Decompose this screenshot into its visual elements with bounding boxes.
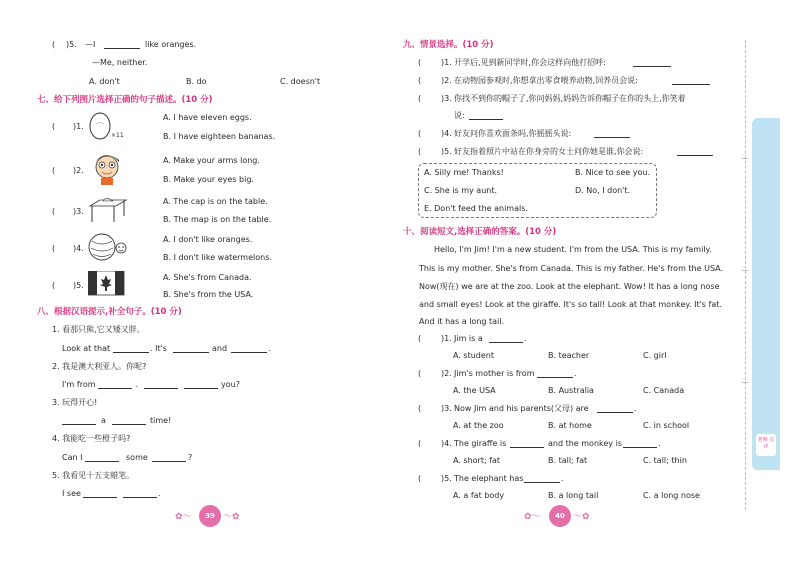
- option-c: C. She is my aunt.: [424, 186, 498, 195]
- option-a: A. Make your arms long.: [163, 156, 260, 165]
- section-7-title: 七、给下列图片选择正确的句子描述。(10 分): [37, 95, 213, 105]
- flourish-left-icon: ✿〜: [524, 512, 541, 522]
- cn-prompt: 4. 我能吃一些橙子吗?: [52, 434, 131, 443]
- en-text: .: [135, 380, 138, 389]
- option-a: A. the USA: [453, 386, 496, 395]
- question-reply: —Me, neither.: [92, 58, 148, 67]
- option-a: A. I don't like oranges.: [163, 235, 253, 244]
- question-number: )3.: [73, 207, 84, 216]
- binding-tick: [742, 158, 748, 159]
- question-text: 好友指着照片中站在你身旁的女士问你她是谁,你会说:: [454, 147, 644, 156]
- question-number: )2.: [441, 369, 452, 378]
- en-text: . It's: [150, 344, 167, 353]
- picture-label: ×11: [111, 132, 124, 139]
- paren: (: [418, 94, 422, 103]
- paren: (: [418, 404, 422, 413]
- option-b: B. She's from the USA.: [163, 290, 254, 299]
- paren: (: [418, 147, 422, 156]
- answer-blank[interactable]: [144, 380, 178, 389]
- option-b: B. a long tail: [548, 491, 599, 500]
- paren: (: [52, 122, 56, 131]
- passage-line: and small eyes! Look at the giraffe. It's so tall! Look at that monkey. It's fat.: [419, 300, 722, 309]
- answer-blank[interactable]: [173, 344, 209, 353]
- question-number: )3.: [441, 94, 452, 103]
- table-picture: [86, 194, 130, 224]
- answer-blank[interactable]: [510, 439, 544, 448]
- en-text: time!: [150, 416, 172, 425]
- option-b: B. teacher: [548, 351, 590, 360]
- question-text: .: [634, 404, 637, 413]
- question-text: 你找不到你的帽子了,你问妈妈,妈妈告诉你帽子在你的头上,你笑着: [454, 94, 686, 103]
- teacher-comment-label: 老师 点评: [756, 434, 776, 456]
- answer-blank[interactable]: [623, 439, 657, 448]
- question-number: )5.: [441, 147, 452, 156]
- en-text: you?: [221, 380, 240, 389]
- question-text-pre: —I: [85, 40, 96, 49]
- passage-line: And it has a long tail.: [419, 317, 505, 326]
- option-c: C. girl: [643, 351, 667, 360]
- binding-tick: [742, 270, 748, 271]
- option-b: B. I don't like watermelons.: [163, 253, 272, 262]
- paren: (: [52, 166, 56, 175]
- question-text: 在动物园参观时,你想拿出零食喂养动物,饲养员会说:: [454, 76, 638, 85]
- en-text: I see: [62, 489, 81, 498]
- en-text: I'm from: [62, 380, 96, 389]
- question-text: .: [658, 439, 661, 448]
- answer-blank[interactable]: [597, 404, 633, 413]
- option-c: C. in school: [643, 421, 690, 430]
- option-a: A. The cap is on the table.: [163, 197, 268, 206]
- answer-blank[interactable]: [677, 147, 713, 156]
- answer-blank[interactable]: [83, 489, 117, 498]
- option-b: B. I have eighteen bananas.: [163, 132, 276, 141]
- option-c: C. doesn't: [280, 77, 321, 86]
- question-text: The giraffe is: [454, 439, 507, 448]
- en-text: .: [158, 489, 161, 498]
- cn-prompt: 3. 玩得开心!: [52, 398, 98, 407]
- paren: (: [418, 76, 422, 85]
- option-a: A. a fat body: [453, 491, 505, 500]
- answer-blank[interactable]: [489, 334, 523, 343]
- option-c: C. Canada: [643, 386, 685, 395]
- paren: (: [52, 207, 56, 216]
- question-number: )3.: [441, 404, 452, 413]
- option-a: A. I have eleven eggs.: [163, 113, 252, 122]
- en-text: a: [101, 416, 106, 425]
- cn-prompt: 1. 看那只熊,它又矮又胖。: [52, 325, 145, 334]
- paren: (: [418, 334, 422, 343]
- answer-blank[interactable]: [184, 380, 218, 389]
- passage-line: This is my mother. She's from Canada. This is my father. He's from the USA.: [419, 264, 724, 273]
- passage-line: Hello, I'm Jim! I'm a new student. I'm from the USA. This is my family.: [434, 245, 712, 254]
- question-number: )2.: [73, 166, 84, 175]
- option-b: B. at home: [548, 421, 592, 430]
- answer-blank[interactable]: [98, 380, 132, 389]
- option-a: A. don't: [89, 77, 120, 86]
- passage-line: Now(现在) we are at the zoo. Look at the elephant. Wow! It has a long nose: [419, 282, 720, 291]
- question-text: .: [561, 474, 564, 483]
- option-b: B. tall; fat: [548, 456, 588, 465]
- binding-dashed-line: [745, 40, 746, 510]
- paren: (: [52, 244, 56, 253]
- option-a: A. student: [453, 351, 494, 360]
- question-number: )1.: [73, 122, 84, 131]
- en-text: and: [212, 344, 228, 353]
- question-number: )1.: [441, 58, 452, 67]
- option-c: C. tall; thin: [643, 456, 687, 465]
- section-8-title: 八、根据汉语提示,补全句子。(10 分): [37, 307, 182, 317]
- question-text-cont: 说:: [454, 111, 465, 120]
- en-text: Look at that: [62, 344, 111, 353]
- page-number-left: 39: [199, 505, 221, 527]
- question-text: Jim is a: [454, 334, 483, 343]
- canada-flag-picture: [88, 271, 126, 297]
- answer-blank[interactable]: [537, 369, 573, 378]
- option-d: D. No, I don't.: [575, 186, 631, 195]
- option-b: B. Make your eyes big.: [163, 175, 254, 184]
- section-10-title: 十、阅读短文,选择正确的答案。(10 分): [403, 227, 557, 237]
- question-number: )5.: [73, 281, 84, 290]
- answer-blank[interactable]: [594, 129, 630, 138]
- question-number: )4.: [441, 129, 452, 138]
- question-number: )5.: [66, 40, 77, 49]
- answer-blank[interactable]: [469, 111, 503, 120]
- question-number: )4.: [441, 439, 452, 448]
- answer-blank[interactable]: [152, 453, 186, 462]
- en-text: Can I: [62, 453, 83, 462]
- boy-face-picture: [90, 150, 124, 186]
- question-text-post: like oranges.: [145, 40, 197, 49]
- paren: (: [418, 474, 422, 483]
- en-text: some: [126, 453, 148, 462]
- question-number: )1.: [441, 334, 452, 343]
- answer-blank[interactable]: [524, 474, 560, 483]
- flourish-right-icon: 〜✿: [223, 512, 240, 522]
- question-text: .: [574, 369, 577, 378]
- binding-tick: [742, 382, 748, 383]
- paren: (: [418, 439, 422, 448]
- flourish-left-icon: ✿〜: [175, 512, 192, 522]
- option-e: E. Don't feed the animals.: [424, 204, 528, 213]
- flourish-right-icon: 〜✿: [573, 512, 590, 522]
- question-text: and the monkey is: [548, 439, 622, 448]
- option-b: B. do: [186, 77, 207, 86]
- option-c: C. a long nose: [643, 491, 700, 500]
- answer-blank[interactable]: [104, 40, 140, 49]
- paren: (: [418, 129, 422, 138]
- en-text: .: [268, 344, 271, 353]
- paren: (: [418, 58, 422, 67]
- answer-blank[interactable]: [633, 58, 671, 67]
- question-text: Jim's mother is from: [454, 369, 535, 378]
- answer-blank[interactable]: [112, 416, 146, 425]
- option-a: A. at the zoo: [453, 421, 504, 430]
- watermelon-picture: [86, 231, 130, 263]
- option-b: B. Nice to see you.: [575, 168, 651, 177]
- question-text: The elephant has: [454, 474, 524, 483]
- option-b: B. The map is on the table.: [163, 215, 272, 224]
- paren: (: [52, 40, 56, 49]
- question-number: )4.: [73, 244, 84, 253]
- paren: (: [418, 369, 422, 378]
- section-9-title: 九、情景选择。(10 分): [403, 40, 494, 50]
- question-text: .: [524, 334, 527, 343]
- question-text: 开学后,见到新同学时,你会这样向他打招呼:: [454, 58, 606, 67]
- question-number: )2.: [441, 76, 452, 85]
- option-a: A. She's from Canada.: [163, 273, 252, 282]
- option-b: B. Australia: [548, 386, 594, 395]
- question-text: Now Jim and his parents(父母) are: [454, 404, 589, 413]
- cn-prompt: 5. 我看见十五支蜡笔。: [52, 471, 135, 480]
- paren: (: [52, 281, 56, 290]
- en-text: ?: [188, 453, 193, 462]
- answer-blank[interactable]: [672, 76, 710, 85]
- answer-blank[interactable]: [123, 489, 157, 498]
- answer-blank[interactable]: [62, 416, 96, 425]
- question-number: )5.: [441, 474, 452, 483]
- page-number-right: 40: [549, 505, 571, 527]
- answer-blank[interactable]: [85, 453, 119, 462]
- answer-blank[interactable]: [231, 344, 267, 353]
- question-text: 好友问你喜欢面条吗,你摇摇头说:: [454, 129, 572, 138]
- sidebar-tab: [752, 118, 780, 470]
- option-a: A. short; fat: [453, 456, 501, 465]
- option-a: A. Silly me! Thanks!: [424, 168, 504, 177]
- cn-prompt: 2. 我是澳大利亚人。你呢?: [52, 362, 147, 371]
- answer-blank[interactable]: [113, 344, 149, 353]
